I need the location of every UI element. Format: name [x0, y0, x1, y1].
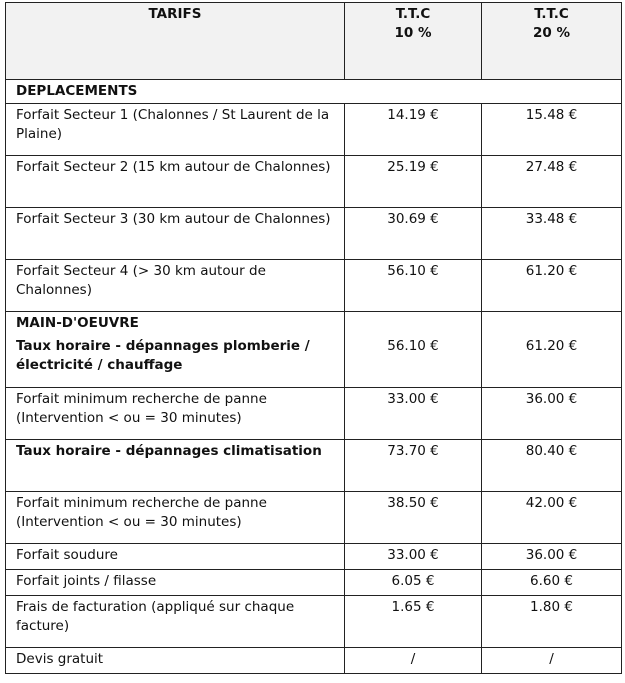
row-price-20: 27.48 € [482, 156, 622, 208]
row-price-20-value: 61.20 € [525, 338, 578, 354]
row-price-20 [482, 312, 622, 388]
row-price-10: 33.00 € [345, 388, 482, 440]
header-ttc-20-label: T.T.C [534, 6, 569, 22]
table-row [6, 648, 622, 674]
row-price-10: 6.05 € [345, 570, 482, 596]
row-price-10: 56.10 € [345, 260, 482, 312]
row-label: Forfait Secteur 4 (> 30 km autour de Chalonnes) [6, 260, 345, 312]
row-price-10: 73.70 € [345, 440, 482, 492]
table-row [6, 156, 622, 208]
row-label: Forfait Secteur 2 (15 km autour de Chalonnes) [6, 156, 345, 208]
table-row [6, 388, 622, 440]
row-label: Forfait Secteur 1 (Chalonnes / St Laurent de la Plaine) [6, 104, 345, 156]
row-price-20: 36.00 € [482, 544, 622, 570]
header-tarifs: TARIFS [6, 3, 345, 80]
header-ttc-10-rate: 10 % [394, 25, 432, 41]
row-label: Forfait minimum recherche de panne (Intervention < ou = 30 minutes) [6, 492, 345, 544]
row-price-20: 33.48 € [482, 208, 622, 260]
row-price-20: 61.20 € [482, 260, 622, 312]
row-price-10: 30.69 € [345, 208, 482, 260]
row-price-20: 42.00 € [482, 492, 622, 544]
row-price-10: 25.19 € [345, 156, 482, 208]
row-price-20: 15.48 € [482, 104, 622, 156]
row-price-20: / [482, 648, 622, 674]
section-row-deplacements [6, 80, 622, 104]
row-label: Frais de facturation (appliqué sur chaque facture) [6, 596, 345, 648]
table-row [6, 544, 622, 570]
row-price-10: 1.65 € [345, 596, 482, 648]
row-label: Taux horaire - dépannages climatisation [6, 440, 345, 492]
tariffs-table [5, 2, 622, 674]
row-price-20: 80.40 € [482, 440, 622, 492]
row-label: Forfait soudure [6, 544, 345, 570]
header-ttc-10-label: T.T.C [395, 6, 431, 22]
row-price-20: 6.60 € [482, 570, 622, 596]
row-label: Forfait joints / filasse [6, 570, 345, 596]
row-price-20: 36.00 € [482, 388, 622, 440]
row-label: Forfait Secteur 3 (30 km autour de Chalonnes) [6, 208, 345, 260]
row-price-10-value: 56.10 € [387, 338, 439, 354]
row-label: Forfait minimum recherche de panne (Intervention < ou = 30 minutes) [6, 388, 345, 440]
section-title-deplacements: DEPLACEMENTS [6, 80, 622, 104]
row-price-10: 38.50 € [345, 492, 482, 544]
row-price-10: 14.19 € [345, 104, 482, 156]
row-price-20: 1.80 € [482, 596, 622, 648]
section-row-main-oeuvre [6, 312, 622, 388]
section-title-main-oeuvre: MAIN-D'OEUVRE [16, 315, 139, 331]
header-ttc-10 [345, 3, 482, 80]
header-ttc-20-rate: 20 % [532, 25, 570, 41]
header-ttc-20 [482, 3, 622, 80]
table-row [6, 208, 622, 260]
table-row [6, 570, 622, 596]
row-label [6, 312, 345, 388]
row-price-10: 33.00 € [345, 544, 482, 570]
table-row [6, 492, 622, 544]
table-header-row [6, 3, 622, 80]
row-label-text: Taux horaire - dépannages plomberie / électricité / chauffage [16, 338, 310, 373]
table-row [6, 440, 622, 492]
row-label: Devis gratuit [6, 648, 345, 674]
row-price-10: / [345, 648, 482, 674]
table-row [6, 104, 622, 156]
table-row [6, 260, 622, 312]
row-price-10 [345, 312, 482, 388]
table-row [6, 596, 622, 648]
